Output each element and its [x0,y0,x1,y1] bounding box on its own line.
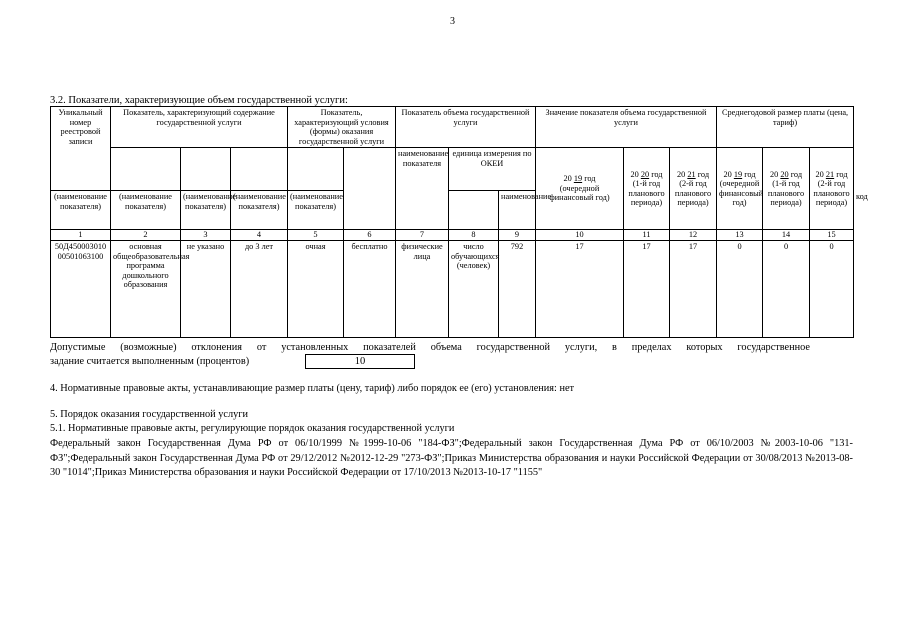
header-row-1 [51,107,854,148]
cell-unit-code: 792 [499,241,536,338]
col-num: 15 [810,230,854,241]
col-num: 9 [499,230,536,241]
header-value: Значение показателя объема государственной услуги [536,107,717,148]
col-num: 2 [111,230,181,241]
laws-list: Федеральный закон Государственная Дума РФ от 06/10/1999 №1999-10-06 "184-ФЗ";Федеральный закон Государственная Дума РФ от 06/10/2003 №2003-10-06 "131-ФЗ";Федеральный закон Государственная Дума РФ от 29/12/2012 №2012-12-29 "273-ФЗ";Приказ Министерства образования и науки Российской Федерации от 30/08/2013 №2013-08-30 "1014";Приказ Министерства образования и науки Российской Федерации от 17/10/2013 №2013-10-17 "1155" [50,438,853,478]
header-conditions: Показатель, характеризующий условия (формы) оказания государственной услуги [288,107,396,148]
cell-registry-id: 50Д45000301000501063100 [51,241,111,338]
section-5-1-heading: 5.1. Нормативные правовые акты, регулирующие порядок оказания государственной услуги [50,423,455,434]
table-row [51,241,854,338]
col-num: 14 [763,230,810,241]
deviation-percent-box: 10 [305,354,415,369]
cell-value-3: 17 [670,241,717,338]
col-num: 13 [717,230,763,241]
subheader-name-3: (наименование показателя) [111,191,181,230]
header-unit-name: наименование [499,191,536,230]
col-num: 8 [449,230,499,241]
col-num: 11 [624,230,670,241]
page-number: 3 [450,16,455,27]
cell-fee-1: 0 [717,241,763,338]
section-4-text: 4. Нормативные правовые акты, устанавливающие размер платы (цену, тариф) либо порядок ее (его) установления: нет [50,383,575,394]
subheader-name-6: (наименование показателя) [288,191,344,230]
header-fee: Среднегодовой размер платы (цена, тариф) [717,107,854,148]
volume-indicators-table: Уникальный номер реестровой записи Показатель, характеризующий содержание государственной услуги Показатель, характеризующий условия (формы) оказания государственной услуги Показатель объема государственной услуги Значение показателя объема государственной услуги Среднегодовой размер платы (цена, тариф) наименование показателя единица измерения по ОКЕИ 20 19 год (очередной финансовый год) 20 20 год (1-й год планового периода) 20 21 год (2-й год планового периода) 20 19 год (очередной финансовый год) 20 20 год (1-й год планового периода) 20 21 год (2-й год планового периода) наименование код (наименование показателя) (наименование показателя) (наименование показателя) (наименование показателя) (наименование показателя) 1 2 3 4 5 6 7 8 9 10 11 12 13 14 15 50Д45000301000501063100 основная общеобразовательная программа дошкольного образования не указано до 3 лет очная бесплатно физические лица число обучающихся (человек) 792 17 17 17 0 0 0 [50,106,854,338]
cell-content-3: до 3 лет [231,241,288,338]
cell-value-1: 17 [536,241,624,338]
subheader-name-2: (наименование показателя) [51,191,111,230]
header-fee-year-2: 20 20 год (1-й год планового периода) [763,148,810,230]
cell-unit-name: число обучающихся (человек) [449,241,499,338]
header-content: Показатель, характеризующий содержание государственной услуги [111,107,288,148]
cell-condition-1: очная [288,241,344,338]
col-num: 12 [670,230,717,241]
col-num: 4 [231,230,288,241]
column-numbers-row [51,230,854,241]
section-5-heading: 5. Порядок оказания государственной услуги [50,409,248,420]
col-num: 10 [536,230,624,241]
deviation-text-2: задание считается выполненным (процентов) [50,356,250,367]
header-volume: Показатель объема государственной услуги [396,107,536,148]
header-fee-year-3: 20 21 год (2-й год планового периода) [810,148,854,230]
col-num: 1 [51,230,111,241]
header-year-2: 20 20 год (1-й год планового периода) [624,148,670,230]
header-unit: единица измерения по ОКЕИ [449,148,536,191]
cell-fee-3: 0 [810,241,854,338]
cell-indicator-name: физические лица [396,241,449,338]
header-fee-year-1: 20 19 год (очередной финансовый год) [717,148,763,230]
col-num: 3 [181,230,231,241]
subheader-name-4: (наименование показателя) [181,191,231,230]
header-row-2 [51,148,854,191]
header-indicator-name: наименование показателя [396,148,449,230]
cell-condition-2: бесплатно [344,241,396,338]
col-num: 5 [288,230,344,241]
subheader-name-5: (наименование показателя) [231,191,288,230]
section-title: 3.2. Показатели, характеризующие объем государственной услуги: [50,95,348,106]
cell-fee-2: 0 [763,241,810,338]
header-year-1: 20 19 год (очередной финансовый год) [536,148,624,230]
deviation-text: Допустимые (возможные) отклонения от установленных показателей объема государственной услуги, в пределах которых государственное [50,342,810,353]
cell-value-2: 17 [624,241,670,338]
cell-content-1: основная общеобразовательная программа дошкольного образования [111,241,181,338]
header-unique-number: Уникальный номер реестровой записи [51,107,111,191]
col-num: 7 [396,230,449,241]
header-year-3: 20 21 год (2-й год планового периода) [670,148,717,230]
col-num: 6 [344,230,396,241]
cell-content-2: не указано [181,241,231,338]
